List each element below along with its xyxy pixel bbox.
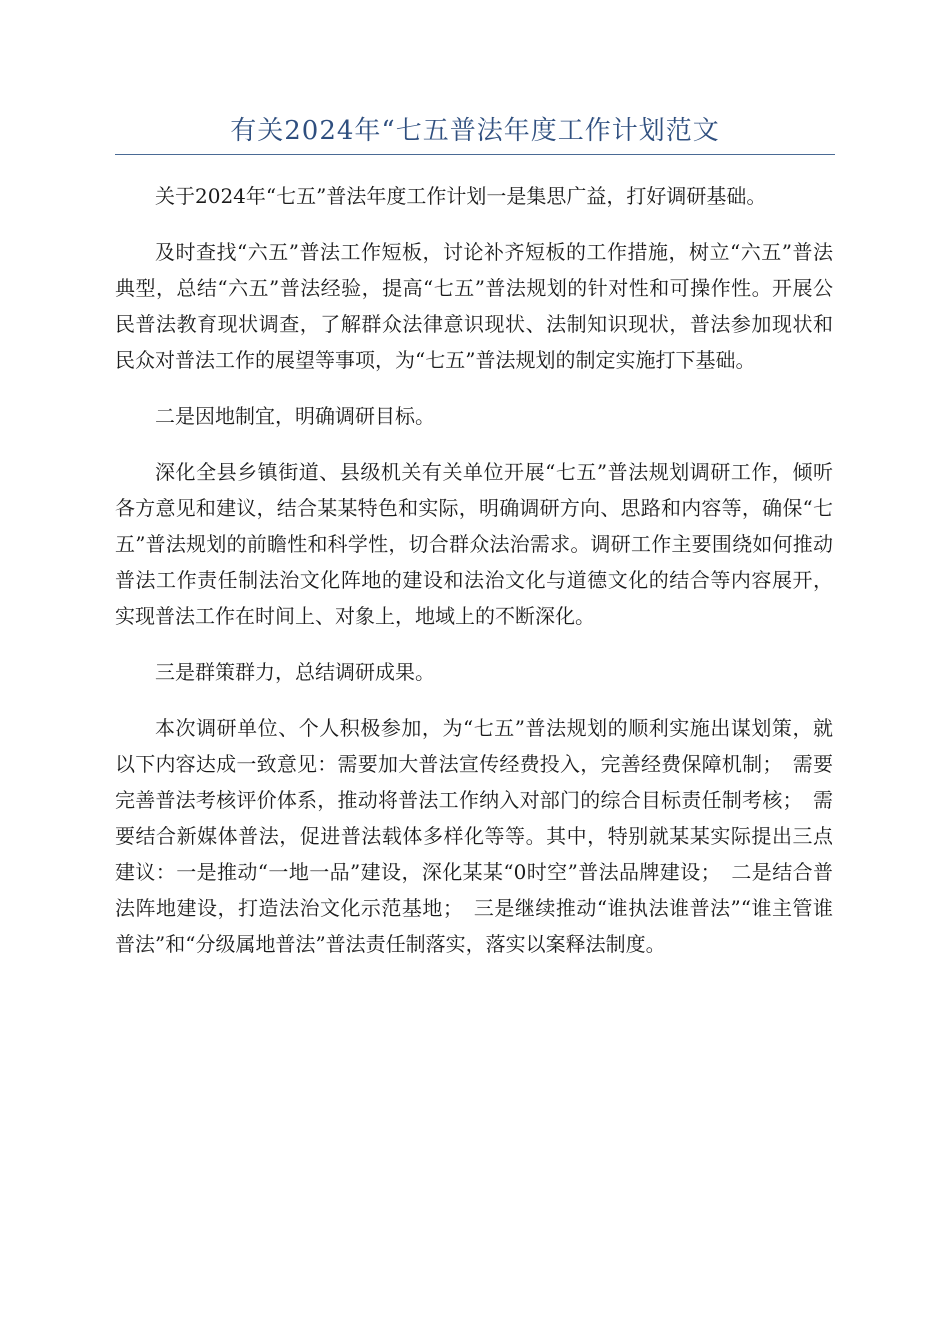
- document-body: [115, 178, 833, 982]
- paragraph-3: 二是因地制宜，明确调研目标。: [155, 404, 435, 428]
- paragraph-2: 及时查找“六五”普法工作短板，讨论补齐短板的工作措施，树立“六五”普法典型，总结“六五”普法经验，提高“七五”普法规划的针对性和可操作性。开展公民普法教育现状调查，了解群众法律意识现状、法制知识现状，普法参加现状和民众对普法工作的展望等事项，为“七五”普法规划的制定实施打下基础。: [115, 240, 833, 372]
- document-title: 有关2024年“七五普法年度工作计划范文: [230, 116, 720, 146]
- paragraph-5: 三是群策群力，总结调研成果。: [155, 660, 435, 684]
- paragraph-1: 关于2024年“七五”普法年度工作计划一是集思广益，打好调研基础。: [155, 184, 767, 208]
- title-block: [115, 112, 835, 155]
- paragraph-6: 本次调研单位、个人积极参加，为“七五”普法规划的顺利实施出谋划策，就以下内容达成一致意见：需要加大普法宣传经费投入，完善经费保障机制； 需要完善普法考核评价体系，推动将普法工作纳入对部门的综合目标责任制考核； 需要结合新媒体普法，促进普法载体多样化等等。其中，特别就某某实际提出三点建议：一是推动“一地一品”建设，深化某某“0时空”普法品牌建设； 二是结合普法阵地建设，打造法治文化示范基地； 三是继续推动“谁执法谁普法”“谁主管谁普法”和“分级属地普法”普法责任制落实，落实以案释法制度。: [115, 716, 833, 956]
- paragraph-4: 深化全县乡镇街道、县级机关有关单位开展“七五”普法规划调研工作，倾听各方意见和建议，结合某某特色和实际，明确调研方向、思路和内容等，确保“七五”普法规划的前瞻性和科学性，切合群众法治需求。调研工作主要围绕如何推动普法工作责任制法治文化阵地的建设和法治文化与道德文化的结合等内容展开，实现普法工作在时间上、对象上，地域上的不断深化。: [115, 460, 833, 628]
